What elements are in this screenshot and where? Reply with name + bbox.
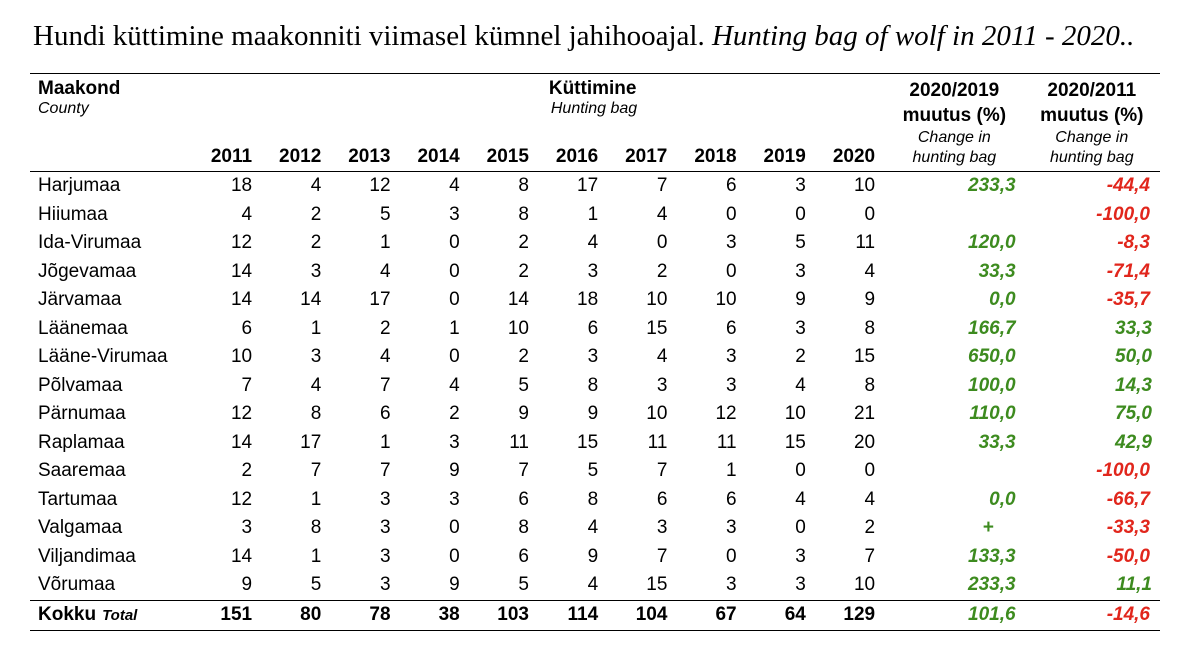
bag-value: 4 [587, 574, 599, 595]
bag-value: 10 [784, 403, 806, 424]
change-2020-2019-value: 233,3 [968, 574, 1016, 595]
change-2020-2019-value: 233,3 [968, 175, 1016, 196]
total-label [30, 600, 193, 631]
bag-value: 3 [449, 431, 460, 453]
bag-value: 3 [379, 517, 391, 538]
bag-value: 11 [647, 431, 668, 453]
bag-value: 1 [726, 460, 737, 481]
bag-value: 14 [300, 289, 322, 310]
bag-value: 9 [241, 574, 253, 595]
bag-value: 12 [230, 403, 253, 424]
bag-value: 2 [656, 260, 668, 282]
bag-value: 3 [379, 574, 391, 595]
bag-value: 7 [656, 175, 668, 196]
total-value: 67 [677, 600, 746, 631]
bag-value: 10 [715, 289, 737, 310]
hunting-bag-table [30, 73, 1160, 631]
change-2020-2019-value: 0,0 [989, 289, 1016, 310]
bag-value: 1 [310, 545, 322, 567]
bag-value: 3 [795, 260, 806, 282]
total-value: 38 [401, 600, 470, 631]
title-english: Hunting bag of wolf in 2011 - 2020.. [711, 20, 1135, 52]
change-2020-2011-value: -50,0 [1106, 545, 1150, 567]
bag-value: 3 [241, 517, 253, 538]
year-header: 2014 [401, 128, 470, 172]
bag-value: 4 [379, 260, 391, 282]
change-2020-2011-unit: muutus (%) [1040, 105, 1144, 126]
county-name: Harjumaa [38, 175, 121, 196]
bag-value: 3 [587, 260, 599, 282]
bag-value: 10 [646, 403, 668, 424]
change-2020-2019-header [885, 74, 1023, 172]
bag-value: 4 [656, 346, 668, 367]
bag-value: 8 [518, 517, 529, 538]
title-estonian: Hundi küttimine maakonniti viimasel kümnel jahihooajal. [33, 20, 705, 52]
hunting-bag-header-et: Küttimine [548, 78, 637, 99]
year-header: 2016 [539, 128, 608, 172]
bag-value: 1 [379, 431, 391, 453]
bag-value: 4 [310, 374, 322, 396]
year-header: 2019 [747, 128, 816, 172]
bag-value: 0 [449, 260, 460, 282]
bag-value: 0 [449, 346, 460, 367]
total-change-2020-2011: -14,6 [1024, 600, 1160, 631]
bag-value: 7 [656, 460, 668, 481]
change-2020-2019-value: 120,0 [968, 232, 1016, 253]
change-2020-2019-value [885, 457, 1023, 486]
change-2020-2011-title: 2020/2011 [1047, 80, 1137, 101]
total-value: 151 [193, 600, 262, 631]
bag-value: 15 [784, 431, 806, 453]
table-row [30, 343, 1160, 372]
bag-value: 17 [369, 289, 391, 310]
bag-value: 8 [587, 374, 599, 396]
total-value: 103 [470, 600, 539, 631]
bag-value: 3 [795, 545, 806, 567]
bag-value: 0 [656, 232, 668, 253]
change-2020-2011-value: 11,1 [1116, 574, 1152, 595]
table-row [30, 201, 1160, 230]
change-2020-2019-value [885, 201, 1023, 230]
bag-value: 0 [795, 517, 806, 538]
bag-value: 3 [726, 346, 737, 367]
bag-value: 8 [518, 203, 529, 225]
county-name: Võrumaa [38, 574, 116, 595]
bag-value: 9 [587, 403, 599, 424]
bag-value: 3 [449, 488, 460, 510]
change-2020-2019-value: 0,0 [989, 488, 1016, 510]
change-2020-2019-value: 133,3 [968, 545, 1016, 567]
table-row [30, 172, 1160, 201]
total-label-en: Total [102, 606, 138, 624]
table-row [30, 457, 1160, 486]
change-2020-2011-sub2: hunting bag [1049, 149, 1134, 166]
bag-value: 6 [656, 488, 668, 510]
bag-value: 15 [853, 346, 876, 367]
bag-value: 14 [230, 545, 253, 567]
county-name: Ida-Virumaa [38, 232, 142, 253]
total-value: 104 [608, 600, 677, 631]
bag-value: 6 [379, 403, 391, 424]
bag-value: 1 [310, 488, 322, 510]
table-row [30, 514, 1160, 543]
table-row [30, 372, 1160, 401]
county-name: Lääne-Virumaa [38, 346, 168, 367]
bag-value: 10 [507, 317, 529, 339]
change-2020-2019-sub1: Change in [917, 129, 991, 146]
change-2020-2019-value: 33,3 [978, 260, 1016, 282]
bag-value: 10 [853, 175, 876, 196]
year-header: 2012 [262, 128, 331, 172]
table-row [30, 571, 1160, 600]
bag-value: 12 [369, 175, 391, 196]
bag-value: 3 [587, 346, 599, 367]
bag-value: 14 [507, 289, 529, 310]
table-body [30, 172, 1160, 631]
bag-value: 1 [379, 232, 391, 253]
bag-value: 9 [449, 574, 460, 595]
hunting-bag-header [193, 74, 885, 129]
change-2020-2011-value: -33,3 [1106, 517, 1150, 538]
total-label-et: Kokku [38, 603, 97, 625]
county-name: Valgamaa [38, 517, 123, 538]
change-2020-2011-header [1024, 74, 1160, 172]
bag-value: 7 [379, 460, 391, 481]
change-2020-2011-value: -71,4 [1106, 260, 1150, 282]
bag-value: 3 [379, 545, 391, 567]
county-name: Läänemaa [38, 317, 128, 339]
change-2020-2011-value: 50,0 [1115, 346, 1152, 367]
bag-value: 2 [379, 317, 391, 339]
change-2020-2019-unit: muutus (%) [902, 105, 1007, 126]
county-name: Raplamaa [38, 431, 125, 453]
bag-value: 6 [726, 488, 737, 510]
county-name: Saaremaa [38, 460, 126, 481]
bag-value: 5 [795, 232, 806, 253]
bag-value: 6 [587, 317, 599, 339]
bag-value: 7 [518, 460, 529, 481]
bag-value: 6 [518, 488, 529, 510]
change-2020-2019-value: 166,7 [968, 317, 1016, 339]
bag-value: 18 [230, 175, 253, 196]
bag-value: 6 [726, 175, 737, 196]
bag-value: 3 [656, 374, 668, 396]
bag-value: 4 [864, 488, 876, 510]
bag-value: 4 [795, 374, 806, 396]
change-2020-2011-sub1: Change in [1055, 129, 1129, 146]
county-name: Pärnumaa [38, 403, 126, 424]
bag-value: 14 [230, 260, 253, 282]
bag-value: 3 [310, 346, 322, 367]
bag-value: 17 [300, 431, 322, 453]
table-row [30, 429, 1160, 458]
bag-value: 11 [509, 431, 529, 453]
table-row [30, 543, 1160, 572]
bag-value: 5 [518, 574, 529, 595]
bag-value: 0 [449, 545, 460, 567]
bag-value: 0 [864, 460, 876, 481]
bag-value: 6 [726, 317, 737, 339]
bag-value: 3 [795, 574, 806, 595]
bag-value: 4 [241, 203, 253, 225]
table-row [30, 229, 1160, 258]
bag-value: 3 [726, 232, 737, 253]
county-name: Hiiumaa [38, 203, 108, 225]
bag-value: 7 [379, 374, 391, 396]
bag-value: 0 [449, 232, 460, 253]
bag-value: 4 [449, 175, 460, 196]
county-header-en: County [38, 100, 89, 117]
year-header: 2020 [816, 128, 885, 172]
bag-value: 15 [646, 317, 668, 339]
bag-value: 2 [518, 260, 529, 282]
bag-value: 9 [795, 289, 806, 310]
bag-value: 2 [310, 203, 322, 225]
change-2020-2011-value: -100,0 [1096, 460, 1150, 481]
bag-value: 20 [853, 431, 876, 453]
bag-value: 2 [518, 232, 529, 253]
year-header: 2011 [193, 128, 262, 172]
year-header: 2015 [470, 128, 539, 172]
county-header [30, 74, 193, 129]
change-2020-2011-value: 42,9 [1115, 431, 1152, 453]
bag-value: 10 [230, 346, 253, 367]
bag-value: 15 [577, 431, 599, 453]
change-2020-2019-sub2: hunting bag [912, 149, 997, 166]
bag-value: 9 [864, 289, 876, 310]
bag-value: 5 [518, 374, 529, 396]
bag-value: 1 [310, 317, 322, 339]
change-2020-2011-value: 14,3 [1115, 374, 1152, 396]
bag-value: 0 [449, 517, 460, 538]
total-change-2020-2019: 101,6 [885, 600, 1023, 631]
county-name: Järvamaa [38, 289, 122, 310]
bag-value: 7 [310, 460, 322, 481]
bag-value: 3 [795, 175, 806, 196]
bag-value: 4 [310, 175, 322, 196]
bag-value: 4 [449, 374, 460, 396]
bag-value: 0 [795, 460, 806, 481]
bag-value: 3 [726, 517, 737, 538]
table-row [30, 486, 1160, 515]
county-header-spacer [30, 128, 193, 172]
bag-value: 4 [379, 346, 391, 367]
total-value: 80 [262, 600, 331, 631]
county-name: Tartumaa [38, 488, 118, 510]
bag-value: 18 [577, 289, 599, 310]
change-2020-2011-value: -66,7 [1106, 488, 1150, 510]
bag-value: 2 [518, 346, 529, 367]
bag-value: 0 [864, 203, 876, 225]
bag-value: 0 [449, 289, 460, 310]
year-header: 2018 [677, 128, 746, 172]
county-name: Põlvamaa [38, 374, 123, 396]
bag-value: 8 [310, 403, 322, 424]
table-header [30, 74, 1160, 172]
bag-value: 3 [795, 317, 806, 339]
bag-value: 5 [587, 460, 599, 481]
bag-value: 4 [587, 232, 599, 253]
bag-value: 9 [518, 403, 529, 424]
change-2020-2019-value: 33,3 [978, 431, 1016, 453]
bag-value: 2 [310, 232, 322, 253]
table-row [30, 315, 1160, 344]
bag-value: 17 [577, 175, 599, 196]
bag-value: 4 [587, 517, 599, 538]
bag-value: 5 [310, 574, 322, 595]
bag-value: 0 [726, 260, 737, 282]
bag-value: 8 [587, 488, 599, 510]
change-2020-2011-value: -8,3 [1117, 232, 1150, 253]
total-row [30, 600, 1160, 631]
bag-value: 11 [716, 431, 737, 453]
bag-value: 4 [864, 260, 876, 282]
bag-value: 6 [518, 545, 529, 567]
bag-value: 5 [379, 203, 391, 225]
bag-value: 14 [230, 289, 253, 310]
bag-value: 0 [726, 203, 737, 225]
hunting-bag-header-en: Hunting bag [550, 100, 638, 117]
bag-value: 0 [726, 545, 737, 567]
bag-value: 8 [864, 317, 876, 339]
change-2020-2011-value: -100,0 [1096, 203, 1150, 225]
bag-value: 7 [241, 374, 253, 396]
bag-value: 15 [646, 574, 668, 595]
change-2020-2019-value: 110,0 [969, 403, 1016, 424]
bag-value: 1 [587, 203, 599, 225]
bag-value: 4 [656, 203, 668, 225]
total-value: 129 [816, 600, 885, 631]
page-title [33, 20, 1134, 53]
bag-value: 2 [795, 346, 806, 367]
change-2020-2019-value: + [982, 517, 994, 538]
table-row [30, 258, 1160, 287]
bag-value: 12 [715, 403, 737, 424]
year-header: 2013 [331, 128, 400, 172]
bag-value: 8 [518, 175, 529, 196]
bag-value: 7 [864, 545, 876, 567]
bag-value: 3 [726, 574, 737, 595]
bag-value: 3 [656, 517, 668, 538]
bag-value: 3 [310, 260, 322, 282]
county-name: Jõgevamaa [38, 260, 137, 282]
bag-value: 2 [449, 403, 460, 424]
change-2020-2011-value: 75,0 [1115, 403, 1152, 424]
bag-value: 3 [379, 488, 391, 510]
year-header: 2017 [608, 128, 677, 172]
bag-value: 12 [230, 232, 253, 253]
bag-value: 6 [241, 317, 253, 339]
table-row [30, 286, 1160, 315]
change-2020-2011-value: -44,4 [1106, 175, 1150, 196]
total-value: 78 [331, 600, 400, 631]
bag-value: 12 [230, 488, 253, 510]
bag-value: 3 [726, 374, 737, 396]
bag-value: 4 [795, 488, 806, 510]
change-2020-2019-value: 650,0 [968, 346, 1016, 367]
bag-value: 11 [855, 232, 876, 253]
bag-value: 8 [310, 517, 322, 538]
bag-value: 14 [230, 431, 253, 453]
change-2020-2011-value: -35,7 [1106, 289, 1150, 310]
bag-value: 9 [587, 545, 599, 567]
change-2020-2011-value: 33,3 [1115, 317, 1152, 339]
bag-value: 10 [853, 574, 876, 595]
bag-value: 3 [449, 203, 460, 225]
bag-value: 10 [646, 289, 668, 310]
bag-value: 2 [241, 460, 253, 481]
bag-value: 2 [864, 517, 876, 538]
total-value: 64 [747, 600, 816, 631]
bag-value: 1 [449, 317, 460, 339]
change-2020-2019-title: 2020/2019 [909, 80, 1000, 101]
bag-value: 7 [656, 545, 668, 567]
county-name: Viljandimaa [38, 545, 136, 567]
county-header-et: Maakond [38, 78, 121, 99]
total-value: 114 [539, 600, 608, 631]
bag-value: 8 [864, 374, 876, 396]
table-row [30, 400, 1160, 429]
bag-value: 9 [449, 460, 460, 481]
bag-value: 0 [795, 203, 806, 225]
bag-value: 21 [853, 403, 876, 424]
change-2020-2019-value: 100,0 [968, 374, 1016, 396]
